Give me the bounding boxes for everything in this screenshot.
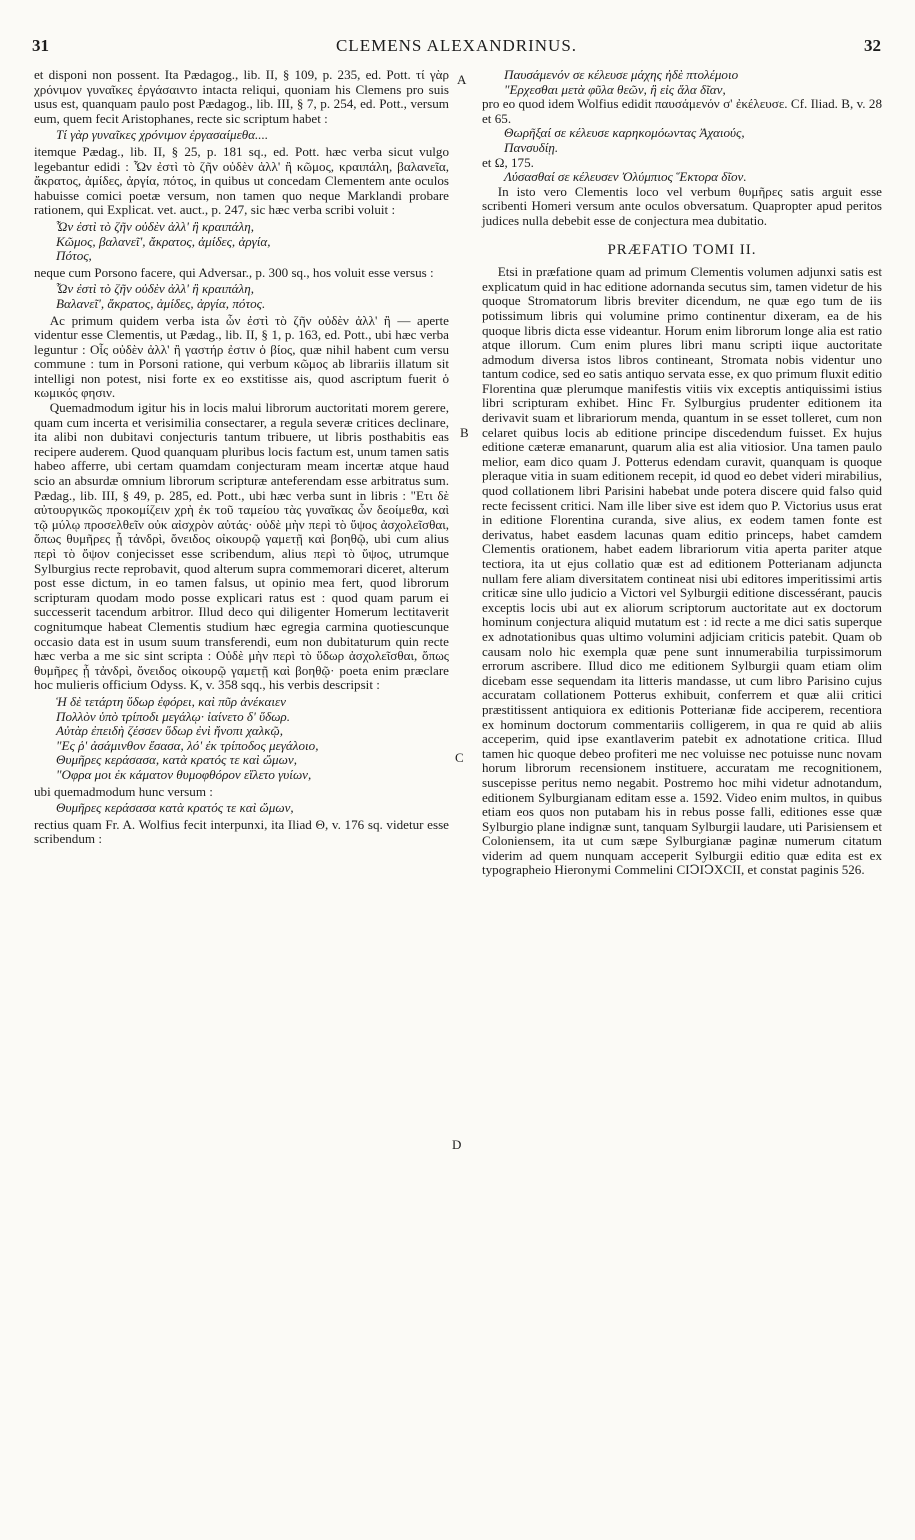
verse-quote: Ὧν ἐστὶ τὸ ζῆν οὐδὲν ἀλλ' ἢ κραιπάλη, Κῶμος, βαλανεῖ', ἄκρατος, ἀμίδες, ἀργία, Πότος, xyxy=(56,218,271,264)
verse-quote: Λύσασθαί σε κέλευσεν Ὀλύμπιος Ἕκτορα δῖον. xyxy=(504,169,747,185)
left-paragraph: et disponi non possent. Ita Pædagog., lib. II, § 109, p. 235, ed. Pott. τί γὰρ χρόνιμον γυναῖκες ἐργάσαιντο intacta reliqui, quoniam his Clemens pro suis usus est, quanquam paulo post Pædagog., lib. III, § 7, p. 254, ed. Pott., versum eum, quem fecit Aristophanes, recte sic scriptum habet : xyxy=(34,67,449,126)
section-heading: PRÆFATIO TOMI II. xyxy=(607,241,757,258)
left-paragraph: Quemadmodum igitur his in locis malui librorum auctoritati morem gerere, quam cum incerta et verisimilia consectarer, a regula severæ critices declinare, ita alibi non dubitavi conjecturis tantum tribuere, ut libris posthabitis eas recipere auderem. Quod quanquam pluribus locis factum est, unum tamen satis habeo afferre, ubi certam quamdam conjecturam meam incertæ atque haud scio an absurdæ omnium librorum scripturæ anteferendam esse arbitratus sum. Pædag., lib. III, § 49, p. 285, ed. Pott., ubi hæc verba sunt in libris : "Ετι δὲ αὐτουργικῶς προκομίζειν χρὴ ἐκ τοῦ ταμείου τὰς γυναῖκας ὧν δεοίμεθα, καὶ τῷ μύλῳ προσελθεῖν οὐκ αἰσχρὸν αὐτάς· οὐδὲ μὴν περὶ τὸ ὕψος ἀσχολεῖσθαι, ὅπως θυμῆρες ᾖ τἀνδρὶ, ὄνειδος οἰκουρῷ γαμετῇ καὶ βοηθῷ, ubi cum alius περὶ τὸ ὄψον conjecisset esse scribendum, alius περὶ τὸ ὕψος, utrumque Sylburgius recte reprobavit, quod alterum supra commemorari diceret, alterum post esse dictum, in eo tamen falsus, ut opinio mea fert, quod librorum scripturam quodam modo posse explicari ratus est : quod quam parum ei successerit tacendum arbitror. Illud deco qui diligenter Homerum lectitaverit cognitumque habeat Clementis studium hæc egregia carmina quotiescunque occasio data est in usum suum transferendi, eum non dubitaturum quin recte hæc verba a me sic sint scripta : Οὐδὲ μὴν περὶ τὸ ὕδωρ ἀσχολεῖσθαι, ὅπως θυμῆρες ᾖ τἀνδρὶ, ὄνειδος οἰκουρῷ γαμετῇ καὶ βοηθῷ· poeta enim præclare hoc mulieris officium Odyss. K, v. 358 sqq., his verbis descripsit : xyxy=(34,400,449,693)
margin-letter-d: D xyxy=(452,1137,462,1152)
verse-quote: Ὧν ἐστὶ τὸ ζῆν οὐδὲν ἀλλ' ἢ κραιπάλη, Βαλανεῖ', ἄκρατος, ἀμίδες, ἀργία, πότος. xyxy=(56,281,266,311)
right-paragraph: et Ω, 175. xyxy=(482,154,534,170)
page-number-left: 31 xyxy=(32,36,49,55)
left-paragraph: Ac primum quidem verba ista ὧν ἐστὶ τὸ ζῆν οὐδὲν ἀλλ' ἢ — aperte videntur esse Clementis, ut Pædag., lib. II, § 1, p. 163, ed. Pott., ubi hæc verba leguntur : Οἷς οὐδὲν ἀλλ' ἢ γαστήρ ἐστιν ὁ βίος, quæ nihil habent cum versu commune : tum in Porsoni ratione, qui verbum κῶμος ab librariis illatum sit intelligi non potest, nisi forte ex eo exstitisse ais, quod ascriptum fuerit ὁ κωμικός φησιν. xyxy=(34,312,449,401)
left-column xyxy=(34,68,449,847)
right-paragraph: In isto vero Clementis loco vel verbum θυμῆρες satis arguit esse scribenti Homeri versum ante oculos obversatum. Quapropter apud peritos judices nulla debebit esse de conjectura mea dubitatio. xyxy=(482,183,882,228)
verse-quote: Τί γὰρ γυναῖκες χρόνιμον ἐργασαίμεθα.... xyxy=(56,127,269,143)
margin-letter-a: A xyxy=(457,72,467,87)
left-paragraph: ubi quemadmodum hunc versum : xyxy=(34,783,213,799)
verse-quote: Θωρῆξαί σε κέλευσε καρηκομόωντας Ἀχαιούς, Πανσυδίῃ. xyxy=(504,125,745,155)
page-header xyxy=(32,36,881,58)
margin-letter-c: C xyxy=(455,750,464,765)
left-paragraph: rectius quam Fr. A. Wolfius fecit interpunxi, ita Iliad Θ, v. 176 sq. videtur esse scribendum : xyxy=(34,816,449,847)
left-paragraph: neque cum Porsono facere, qui Adversar., p. 300 sq., hos voluit esse versus : xyxy=(34,264,434,280)
right-column xyxy=(482,68,882,878)
verse-quote: Παυσάμενόν σε κέλευσε μάχης ἠδὲ πτολέμοιο "Ερχεσθαι μετὰ φῦλα θεῶν, ἢ εἰς ἅλα δῖαν, xyxy=(504,67,739,97)
right-paragraph: pro eo quod idem Wolfius edidit παυσάμενόν σ' ἐκέλευσε. Cf. Iliad. B, v. 28 et 65. xyxy=(482,96,882,126)
running-title: CLEMENS ALEXANDRINUS. xyxy=(335,36,578,55)
verse-quote: Θυμῆρες κεράσασα κατὰ κρατός τε καὶ ὤμων, xyxy=(56,800,294,816)
verse-quote: Ἡ δὲ τετάρτη ὕδωρ ἐφόρει, καὶ πῦρ ἀνέκαιεν Πολλὸν ὑπὸ τρίποδι μεγάλῳ· ἰαίνετο δ' ὕδωρ. Αὐτὰρ ἐπειδὴ ζέσσεν ὕδωρ ἐνὶ ἤνοπι χαλκῷ, "Ες ῥ' ἀσάμινθον ἔσασα, λό' ἐκ τρίποδος μεγάλοιο, Θυμῆρες κεράσασα, κατὰ κρατός τε καὶ ὤμων, "Οφρα μοι ἐκ κάματον θυμοφθόρον εἵλετο γυίων, xyxy=(56,693,319,782)
page-number-right: 32 xyxy=(864,36,881,55)
margin-letter-b: B xyxy=(460,425,469,440)
preface-text: Etsi in præfatione quam ad primum Clementis volumen adjunxi satis est explicatum quid in hac editione adornanda secutus sim, tamen videtur de his quoque Stromatorum libris breviter dicendum, ne quæ ego tum de iis potissimum libris qui volumine primo continentur dixeram, ea de his quoque libris dicta esse videantur. Horum enim librorum longe alia est ratio atque illorum. Cum enim plures libri manu scripti iique auctoritate admodum diversa istos libros contineant, Stromata nobis videntur uno tantum codice, sed eo satis antiquo servata esse, ex quo primum fluxit editio Florentina quæ plerumque manifestis vitiis vix exceptis antiquissimi istius libri scripturam exhibet. Hinc Fr. Sylburgius prudenter editionem ita derivavit suam et librariorum menda, quantum in se esset tolleret, cum non celaret quibus locis ab editione principe discedendum fuisset. Ex hujus editione cæteræ emanarunt, quarum alia est alia vitiosior. Una tamen paulo melior, eam dico quam J. Potterus edendam curavit, quanquam is quoque pleraque vitia in suam editionem recepit, id quod eo debet videri mirabilius, quod collationem libri Parisini habebat unde potera discere quid falso quid recte fecissent critici. Nam ille liber sive est idem quo P. Victorius usus erat in editione Florentina curanda, sive alius, ex eodem tamen fonte est derivatus, habet easdem lacunas quam editio princeps, habet camdem Clementis orationem, habet eadem librariorum vitia aperta pariter atque tectiora, ita ut ejus collatio quæ est ad editionem Potterianam adjuncta nullam fere aliam diversitatem contineat nisi ubi editores imperitissimi artis criticæ sine ullo judicio a Victori vel Sylburgii editione discessérant, paucis exceptis locis ubi aut ex aliorum scriptorum auctoritate aut ex doctorum hominum conjectura aliquid mutatum est : id recte a me dici satis superque ex adnotationibus quas ultimo volumini adjiciam criticis patebit. Quam ob causam nolo hic exempla quæ pene sunt innumerabilia turpissimorum errorum ascribere. Illud dico me editionem Sylburgii quam etiam olim dicebam esse sequendam ita litteris mandasse, ut cum libro Parisino cujus accuratam collationem Potterus exhibuit, conferrem et quæ alii critici præstitissent antiquiora ex editionis Potterianæ fide acciperem, recentiora ex hominum doctorum commentariis colligerem, in qua re quid ab aliis acceperim, quid ipse exantlaverim patebit ex adnotatione critica. Illud tamen hic quoque debeo profiteri me nec voluisse nec potuisse nunc novam horum librorum recensionem instituere, accuratam me recognitionem, suscepisse peritus nemo negabit. Postremo hoc mihi videtur adnotandum, editionem Sylburgianam editam esse a. 1592. Video enim multos, in quibus etiam eos quos non putabam his in rebus posse falli, editiones esse quæ Sylburgio plane indignæ sunt, tanquam Sylburgii laudare, uti Parisiensem et Coloniensem, ita ut cum sæpe Sylburgianæ paginæ numerum citatum viderim ad quem nunquam acceperit Sylburgii editio quæ edita est ex typographeio Hieronymi Commelini CIↃIↃXCII, et constat paginis 526. xyxy=(482,264,882,878)
left-paragraph: itemque Pædag., lib. II, § 25, p. 181 sq., ed. Pott. hæc verba sicut vulgo legebantur edidi : Ὧν ἐστὶ τὸ ζῆν οὐδὲν ἀλλ' ἢ κῶμος, κραιπάλη, βαλανεῖα, ἄκρατος, ἀμίδες, ἀργία, πότος, in quibus ut concedam Clementem ante oculos habuisse comici poetæ versum, non tamen quo neque Marklandi probare rationem, qui Explicat. vet. auct., p. 247, sic hæc verba scribi voluit : xyxy=(34,143,449,218)
